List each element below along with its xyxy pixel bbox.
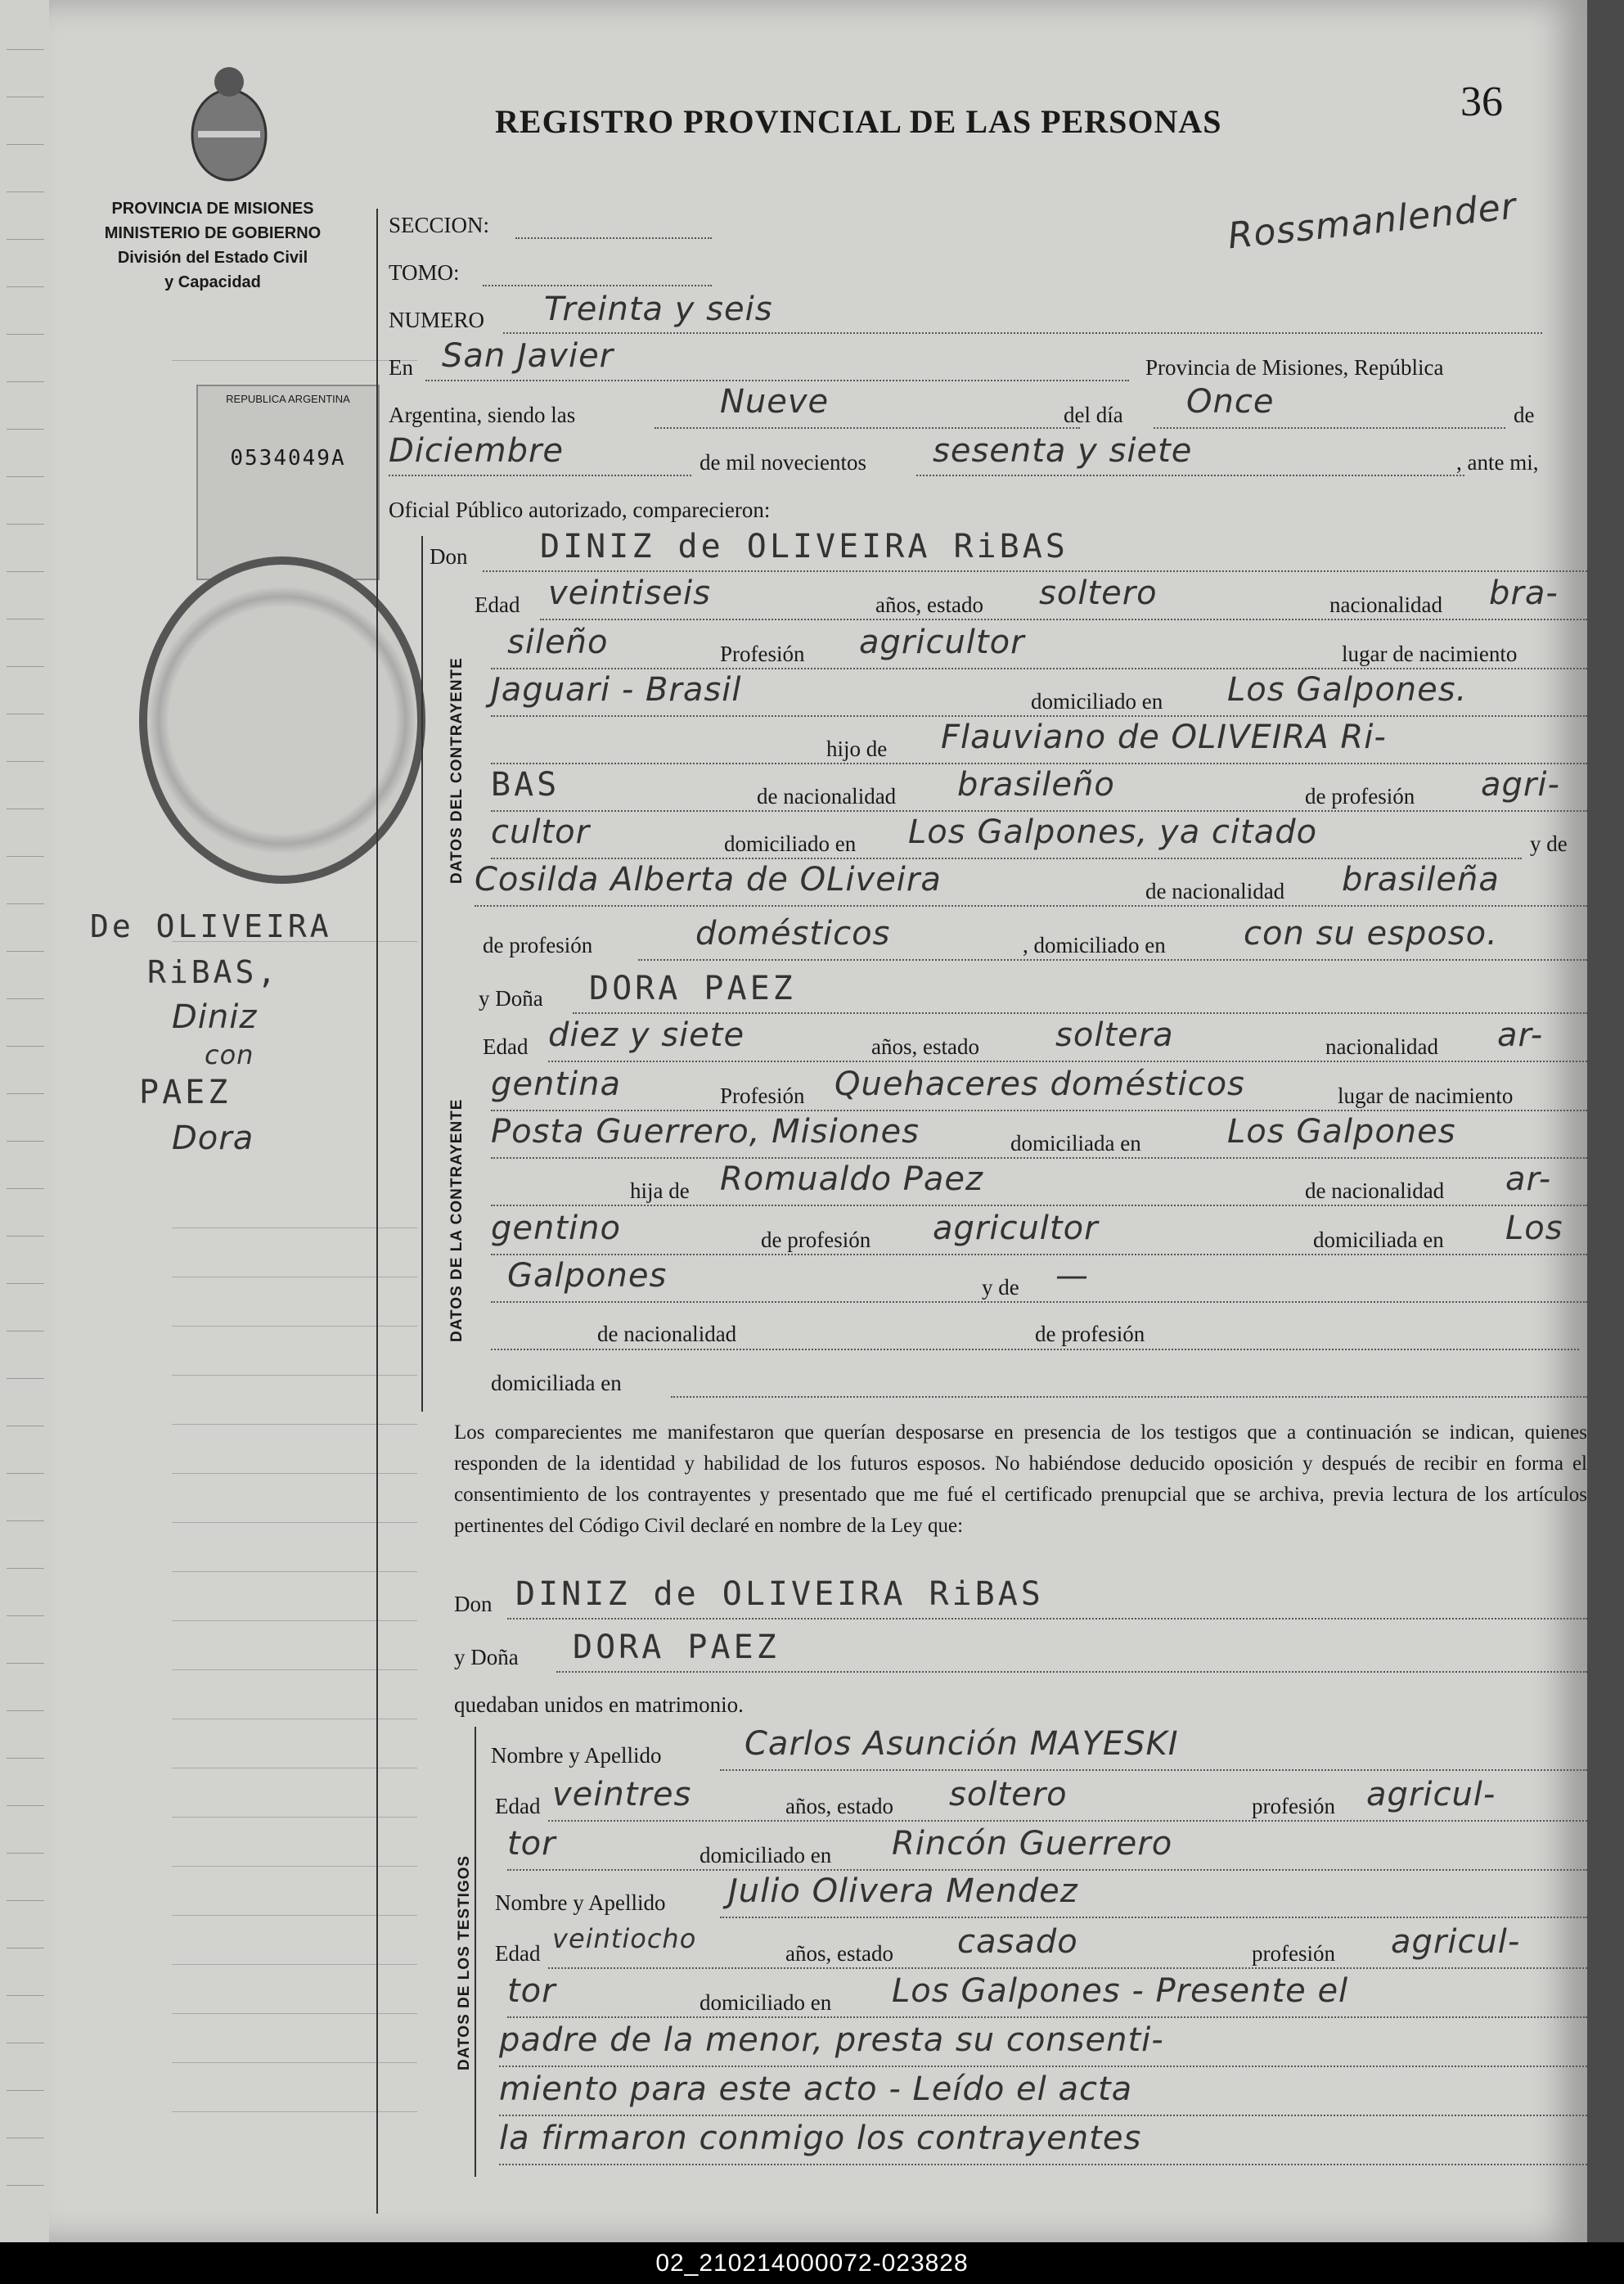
registrar-signature: Rossmanlender [1226,185,1519,258]
y-de-label: y de [982,1275,1019,1300]
witness2-name: Julio Olivera Mendez [728,1872,1078,1910]
tomo-field [483,285,712,286]
strip-rule [7,2090,44,2091]
domicilio-label: domiciliado en [724,831,857,856]
anios-label: años, estado [871,1034,979,1059]
hora-value: Nueve [720,383,830,421]
bride-father-line [491,1205,1587,1206]
mil-label: de mil novecientos [700,450,866,475]
closing-note-rule [499,2066,1587,2067]
strip-rule [7,1663,44,1664]
groom-father-profession-cont: cultor [491,813,591,851]
groom-mother-profession: domésticos [695,915,891,953]
de-profesion-label: de profesión [483,933,593,957]
domicilio-label: domiciliado en [1031,689,1163,714]
testigos-section-label: DATOS DE LOS TESTIGOS [456,1854,473,2070]
y-de-label: y de [1530,831,1568,856]
strip-rule [7,1615,44,1616]
witness2-profession: agricul- [1391,1923,1521,1961]
form-left-border [376,209,378,2214]
anios-label: años, estado [785,1794,893,1818]
edad-label: Edad [495,1794,541,1818]
strip-rule [7,381,44,382]
witness2-age-line [548,1967,1587,1969]
groom-father-address-line [491,858,1522,859]
witness1-address-line [507,1869,1587,1871]
en-value: San Javier [442,337,614,375]
nac-label: nacionalidad [1325,1034,1438,1059]
ante-label: , ante mi, [1456,450,1539,475]
dona-label: y Doña [479,986,543,1011]
de-nacionalidad-label: de nacionalidad [757,784,897,809]
profesion-label: profesión [1252,1794,1335,1818]
strip-rule [7,951,44,952]
domiciliada-label: domiciliada en [1313,1228,1444,1252]
anio-value: sesenta y siete [933,432,1193,470]
groom-address: Los Galpones. [1227,671,1468,709]
nombre-apellido-label: Nombre y Apellido [495,1890,666,1915]
groom-nationality-cont: sileño [507,624,609,661]
strip-rule [7,1188,44,1189]
argentina-label: Argentina, siendo las [389,403,576,427]
mes-value: Diciembre [389,432,565,470]
bride-mother-line [491,1301,1587,1303]
binding-strip [0,0,51,2242]
issuer-division: División del Estado Civil [117,249,308,267]
closing-note-line: la firmaron conmigo los contrayentes [499,2120,1142,2157]
union-groom-name: DINIZ de OLIVEIRA RiBAS [515,1575,1044,1613]
de-profesion-label: de profesión [1035,1322,1145,1346]
bride-name-line [573,1012,1587,1014]
edad-label: Edad [475,592,520,617]
bride-father-profession: agricultor [933,1210,1099,1247]
witness1-name-line [720,1769,1587,1771]
union-bride-name: DORA PAEZ [573,1629,780,1666]
contrayente-bracket [421,978,423,1412]
witness2-address: Los Galpones - Presente el [892,1972,1349,2010]
witness1-age: veintres [552,1776,692,1813]
closing-note-line: miento para este acto - Leído el acta [499,2070,1133,2108]
bride-father: Romualdo Paez [720,1160,984,1198]
strip-rule [7,49,44,50]
profesion-label: Profesión [720,642,805,666]
groom-mother-nationality: brasileña [1342,861,1500,899]
bride-father-nationality-cont: gentino [491,1210,621,1247]
bride-name: DORA PAEZ [589,970,796,1007]
edad-label: Edad [483,1034,529,1059]
de-label: de [1514,403,1535,427]
profesion-label: profesión [1252,1941,1335,1966]
groom-profession: agricultor [859,624,1025,661]
bride-nationality: ar- [1497,1016,1544,1054]
strip-rule [7,2185,44,2186]
bride-address: Los Galpones [1227,1113,1456,1151]
domicilio-label: , domiciliado en [1023,933,1166,957]
union-groom-line [507,1618,1587,1620]
lugar-label: lugar de nacimiento [1338,1083,1514,1108]
margin-note-line: Diniz [172,998,258,1036]
bride-birthplace-line [491,1157,1587,1159]
strip-rule [7,1710,44,1711]
nac-label: nacionalidad [1329,592,1442,617]
groom-birthplace-line [491,715,1587,717]
groom-mother-prof-line [638,959,1587,961]
witness2-address-line [507,2016,1587,2018]
dia-line [1154,427,1505,429]
witness1-age-line [548,1820,1587,1822]
domicilio-label: domiciliado en [700,1990,832,2015]
groom-age-line [540,619,1587,620]
hijo-label: hijo de [826,737,888,761]
groom-father-cont: BAS [491,766,560,804]
groom-status: soltero [1039,574,1158,612]
dia-value: Once [1186,383,1275,421]
bride-father-address-cont: Galpones [507,1257,668,1295]
witness1-status: soltero [949,1776,1068,1813]
strip-rule [7,666,44,667]
union-bride-line [556,1671,1587,1673]
strip-rule [7,286,44,287]
groom-name: DINIZ de OLIVEIRA RiBAS [540,528,1068,565]
issuer-subdivision: y Capacidad [164,273,261,291]
witness1-profession-cont: tor [507,1825,556,1863]
oficial-label: Oficial Público autorizado, comparecieron: [389,498,771,522]
groom-father-address: Los Galpones, ya citado [908,813,1318,851]
profesion-label: Profesión [720,1083,805,1108]
bride-father-address: Los [1505,1210,1563,1247]
de-nacionalidad-label: de nacionalidad [1305,1178,1445,1203]
strip-rule [7,1141,44,1142]
contrayente-section-label: DATOS DE LA CONTRAYENTE [448,1098,466,1342]
issuer-header [82,196,344,295]
anio-line [916,475,1464,476]
groom-father-nationality: brasileño [957,766,1115,804]
groom-father-line [491,763,1587,764]
contrayente-section-label: DATOS DEL CONTRAYENTE [448,657,466,884]
issuer-ministry: MINISTERIO DE GOBIERNO [104,224,322,242]
witness1-name: Carlos Asunción MAYESKI [745,1725,1179,1763]
bride-age-line [548,1061,1587,1062]
strip-rule [7,1758,44,1759]
strip-rule [7,429,44,430]
strip-rule [7,524,44,525]
hija-label: hija de [630,1178,690,1203]
strip-rule [7,761,44,762]
anios-label: años, estado [785,1941,893,1966]
strip-rule [7,334,44,335]
numero-line [503,332,1542,334]
strip-rule [7,239,44,240]
don-label: Don [454,1592,493,1616]
groom-mother-address: con su esposo. [1244,915,1498,953]
bride-mother-nat-line [491,1349,1579,1350]
strip-rule [7,998,44,999]
bride-profession-line [491,1110,1587,1111]
bride-father-prof-line [491,1254,1587,1255]
numero-value: Treinta y seis [544,291,773,328]
en-label: En [389,355,413,380]
closing-note-line: padre de la menor, presta su consenti- [499,2021,1164,2059]
witness2-age: veintiocho [552,1923,697,1954]
groom-mother-line [475,905,1587,907]
bride-mother-address-line [671,1396,1587,1398]
witness1-profession: agricul- [1366,1776,1496,1813]
declaration-paragraph: Los comparecientes me manifestaron que querían desposarse en presencia de los testigos que a continuación se indican, quienes responden de la identidad y habilidad de los futuros esposos. No habiéndose deducido oposición y después de recibir en forma el consentimiento de los contrayentes y presentado que me fué el certificado prenupcial que se archiva, previa lectura de los artículos pertinentes del Código Civil declaré en nombre de la Ley que: [454,1421,1587,1537]
strip-rule [7,1093,44,1094]
provincia-text: Provincia de Misiones, República [1145,355,1444,380]
anios-label: años, estado [875,592,983,617]
mes-line [389,475,691,476]
strip-rule [7,1283,44,1284]
page-number: 36 [1460,79,1503,125]
bride-mother: — [1055,1257,1089,1295]
bride-age: diez y siete [548,1016,745,1054]
margin-note-line: De OLIVEIRA [90,908,332,944]
bride-father-nationality: ar- [1505,1160,1552,1198]
groom-father-nat-line [491,810,1587,812]
page-title: REGISTRO PROVINCIAL DE LAS PERSONAS [495,103,1222,140]
strip-rule [7,144,44,145]
official-seal [139,556,425,884]
witness2-profession-cont: tor [507,1972,556,2010]
strip-rule [7,856,44,857]
margin-note-line: PAEZ [139,1074,232,1111]
witness2-name-line [720,1917,1587,1918]
seccion-field [515,237,712,239]
edad-label: Edad [495,1941,541,1966]
strip-rule [7,1473,44,1474]
contrayente-bracket [421,536,423,978]
groom-father-profession: agri- [1481,766,1560,804]
issuer-province: PROVINCIA DE MISIONES [111,200,314,218]
domicilio-label: domiciliado en [700,1843,832,1867]
strip-rule [7,1805,44,1806]
don-label: Don [430,544,468,569]
groom-mother: Cosilda Alberta de OLiveira [475,861,942,899]
closing-note-rule [499,2164,1587,2165]
groom-nationality: bra- [1489,574,1559,612]
coat-of-arms-icon [180,57,278,188]
witness2-status: casado [957,1923,1078,1961]
witness1-address: Rincón Guerrero [892,1825,1173,1863]
strip-rule [7,1853,44,1854]
groom-father: Flauviano de OLIVEIRA Ri- [941,719,1387,756]
seccion-label: SECCION: [389,213,490,237]
strip-rule [7,1568,44,1569]
revenue-stamp [196,385,380,580]
domiciliada-label: domiciliada en [491,1371,622,1395]
margin-note-line: Dora [172,1119,254,1157]
closing-note-rule [499,2115,1587,2116]
strip-rule [7,1900,44,1901]
bride-nationality-cont: gentina [491,1065,622,1103]
de-profesion-label: de profesión [761,1228,871,1252]
bride-birthplace: Posta Guerrero, Misiones [491,1113,920,1151]
strip-rule [7,476,44,477]
image-filename-bar: 02_210214000072-023828 [0,2242,1624,2284]
strip-rule [7,1520,44,1521]
testigos-bracket [475,1727,476,2177]
de-nacionalidad-label: de nacionalidad [597,1322,737,1346]
margin-note-line: con [205,1039,254,1070]
strip-rule [7,1046,44,1047]
en-line [425,380,1129,381]
del-dia-label: del día [1064,403,1123,427]
groom-profession-line [491,668,1587,669]
stamp-number: 0534049A [230,446,346,471]
strip-rule [7,1236,44,1237]
de-nacionalidad-label: de nacionalidad [1145,879,1285,903]
strip-rule [7,571,44,572]
strip-rule [7,1995,44,1996]
bride-profession: Quehaceres domésticos [834,1065,1245,1103]
lugar-label: lugar de nacimiento [1342,642,1518,666]
groom-age: veintiseis [548,574,711,612]
groom-name-line [483,570,1587,572]
strip-rule [7,903,44,904]
union-statement: quedaban unidos en matrimonio. [454,1692,744,1717]
stamp-country: REPUBLICA ARGENTINA [226,393,350,405]
bride-status: soltera [1055,1016,1174,1054]
strip-rule [7,191,44,192]
margin-annotation [90,908,401,1157]
register-page [49,0,1587,2242]
domiciliada-label: domiciliada en [1010,1131,1141,1156]
dona-label: y Doña [454,1645,519,1669]
groom-birthplace: Jaguari - Brasil [491,671,742,709]
nombre-apellido-label: Nombre y Apellido [491,1743,662,1768]
strip-rule [7,1378,44,1379]
hora-line [655,427,1080,429]
margin-note-line: RiBAS, [147,954,280,990]
de-profesion-label: de profesión [1305,784,1415,809]
tomo-label: TOMO: [389,260,460,285]
numero-label: NUMERO [389,308,485,332]
